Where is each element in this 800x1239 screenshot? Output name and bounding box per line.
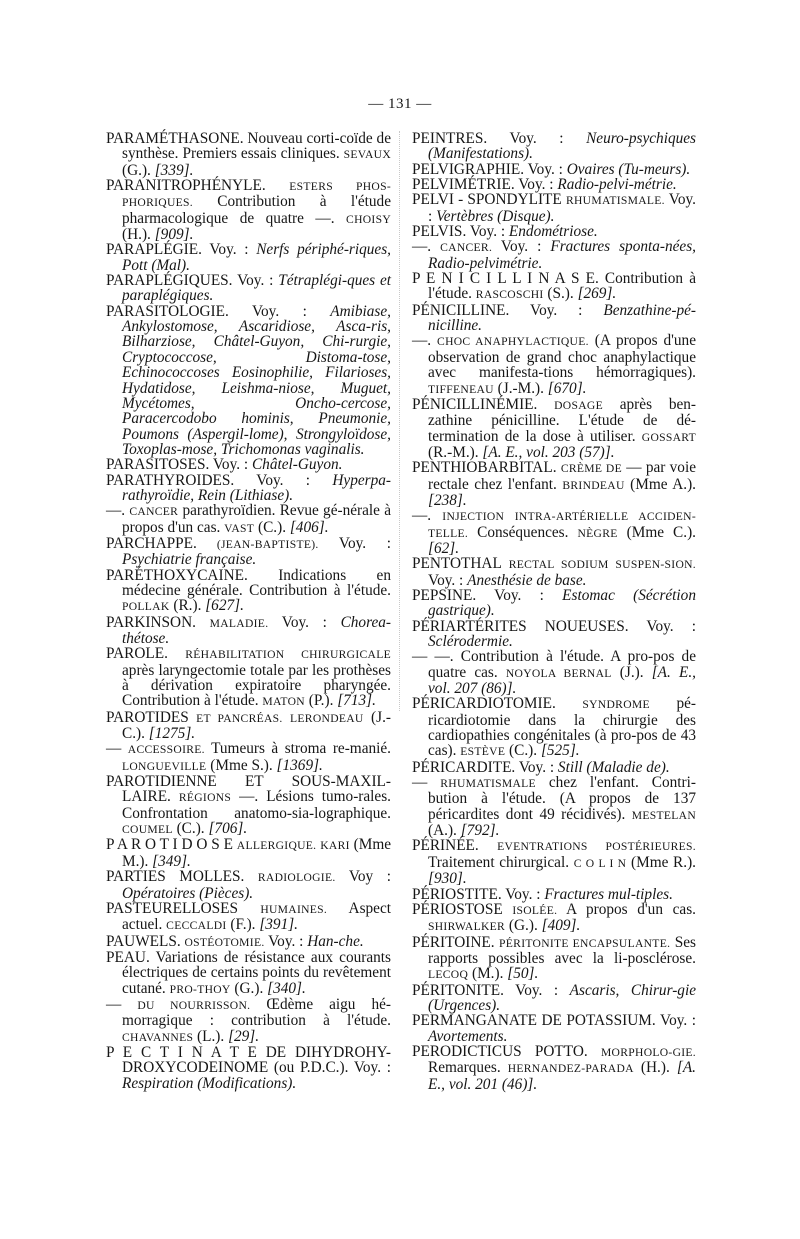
entry-heading: PELVIGRAPHIE. <box>412 160 525 178</box>
entry-reference: Fractures sponta-nées, Radio-pelvimétrie. <box>428 238 696 272</box>
index-entry <box>412 460 696 508</box>
entry-reference: [238]. <box>428 491 467 509</box>
entry-text: Conséquences. <box>468 523 578 541</box>
entry-text: — <box>106 740 128 758</box>
entry-reference: [706]. <box>208 820 248 838</box>
entry-subheading: CANCER <box>129 505 179 519</box>
entry-heading: PEINTRES. <box>412 130 488 147</box>
entry-text: Œdème aigu hé-morragique : contribution à l'étude. <box>122 995 392 1030</box>
entry-subheading: HUMAINES. <box>260 902 328 916</box>
entry-text: (F.). <box>226 916 260 934</box>
entry-text: Voy. : <box>524 160 567 178</box>
entry-text: (P.). <box>304 692 338 710</box>
index-entry <box>106 473 391 504</box>
entry-subheading: ET PANCRÉAS. <box>196 711 283 725</box>
entry-reference: [406]. <box>289 518 329 536</box>
entry-author: NÈGRE <box>577 526 618 540</box>
index-entry <box>412 224 696 239</box>
index-entry <box>412 271 696 303</box>
entry-heading: PAROTIDES <box>106 708 189 726</box>
entry-text: Tumeurs à stroma re-manié. <box>204 740 391 758</box>
entry-text: (S.). <box>543 285 578 303</box>
entry-subheading: ISOLÉE. <box>512 903 558 917</box>
entry-reference: [269]. <box>577 285 617 303</box>
entry-text: pé-ricardiotomie dans la chirurgie des cardiopathies congénitales (à pro-pos de 43 cas). <box>428 695 696 760</box>
entry-text: Voy. : <box>209 456 252 474</box>
entry-reference: [409]. <box>541 917 581 935</box>
index-entry <box>106 710 391 742</box>
index-entry <box>412 649 696 696</box>
entry-text <box>537 396 554 413</box>
entry-reference: Tétraplégi-ques et paraplégiques. <box>122 272 391 305</box>
entry-heading: PARAMÉTHASONE. <box>106 130 244 147</box>
entry-heading: PARAPLÉGIE. <box>106 241 202 259</box>
entry-reference: [525]. <box>540 742 580 760</box>
entry-heading: PAUWELS. <box>106 932 181 950</box>
entry-text: (J.-M.). <box>493 379 548 397</box>
index-entry <box>412 239 696 271</box>
entry-text: Voy. : <box>509 301 604 319</box>
entry-subheading: SYNDROME <box>582 698 650 712</box>
entry-author: GOSSART <box>641 430 696 444</box>
entry-subheading: DU NOURRISSON. <box>137 998 251 1012</box>
entry-text <box>196 614 210 631</box>
entry-subheading: ALLERGIQUE. <box>236 839 317 853</box>
entry-author: HERNANDEZ-PARADA <box>507 1062 634 1076</box>
entry-text <box>503 901 513 918</box>
index-entry <box>106 131 391 178</box>
entry-reference: Ovaires (Tu-meurs). <box>566 160 691 178</box>
entry-reference: Anesthésie de base. <box>467 571 587 589</box>
entry-text: Voy. : <box>232 272 279 290</box>
index-entry <box>412 1044 696 1092</box>
entry-text: Voy. : <box>476 586 563 604</box>
entry-reference: [340]. <box>267 979 306 997</box>
entry-author: MATON <box>262 695 305 709</box>
index-entry <box>106 934 391 950</box>
entry-text: Aspect actuel. <box>122 899 391 934</box>
entry-text: (Mme M.). <box>122 836 392 870</box>
entry-text: Voy. : <box>503 981 570 999</box>
entry-subheading: RHUMATISMALE. <box>565 194 665 208</box>
index-entry <box>412 162 696 177</box>
entry-author: KARI <box>320 839 350 853</box>
right-column <box>412 131 696 1092</box>
entry-author: LECOQ <box>428 968 469 982</box>
entry-author: SHIRWALKER <box>428 920 506 934</box>
index-entry <box>106 178 391 242</box>
entry-subheading: MALADIE. <box>209 616 269 630</box>
index-entry <box>106 615 391 647</box>
entry-text: Voy : <box>335 868 392 886</box>
entry-text: Remarques. <box>428 1059 508 1077</box>
entry-text: Voy. : <box>228 302 331 320</box>
entry-heading: P E C T I N A T E DE DIHYDROHY-DROXYCODEINOME <box>106 1043 391 1077</box>
entry-reference: Still (Maladie de). <box>557 758 670 776</box>
entry-heading: PARCHAPPE. <box>106 534 197 552</box>
entry-subheading: PÉRITONITE ENCAPSULANTE. <box>499 936 671 950</box>
entry-heading: PELVI - SPONDYLITE <box>412 191 562 209</box>
entry-heading: PARATHYROIDES. <box>106 471 235 489</box>
entry-reference: Radio-pelvi-métrie. <box>557 176 677 194</box>
index-entry <box>106 503 391 536</box>
entry-heading: PÉRICARDIOTOMIE. <box>412 695 556 713</box>
entry-heading: PEAU. <box>106 948 150 966</box>
entry-heading: P E N I C I L L I N A S E. <box>412 270 599 288</box>
index-entry <box>106 774 391 837</box>
entry-reference: [1369]. <box>276 756 323 774</box>
entry-text: (R.). <box>169 597 206 615</box>
entry-text: Variations de résistance aux courants électriques de certains points du revêtement cutané. <box>122 948 391 997</box>
entry-text: après ben-zathine pénicilline. L'étude de dé-termination de la dose à utiliser. <box>428 395 696 445</box>
entry-text: Voy. : <box>466 223 509 241</box>
entry-author: CHAVANNES <box>122 1030 194 1044</box>
entry-text <box>168 645 185 662</box>
entry-subheading: DOSAGE <box>554 398 603 412</box>
entry-text: Voy. : <box>318 534 391 552</box>
entry-heading: PÉNICILLINÉMIE. <box>412 395 538 413</box>
entry-author: BRINDEAU <box>562 478 625 492</box>
index-entry <box>412 887 696 902</box>
entry-text: Indications en médecine générale. Contribution à l'étude. <box>122 566 391 599</box>
entry-text: Voy. : <box>428 571 468 589</box>
entry-subheading: RÉGIONS <box>178 791 232 805</box>
entry-text: (L.). <box>193 1027 229 1045</box>
entry-text: parathyroïdien. Revue gé-nérale à propos d'un cas. <box>122 502 391 536</box>
entry-heading: PARKINSON. <box>106 613 196 631</box>
entry-reference: [1275]. <box>148 725 196 743</box>
index-entry <box>412 588 696 619</box>
entry-text: — par voie rectale chez l'enfant. <box>428 459 696 493</box>
entry-reference: Endométriose. <box>508 223 598 241</box>
entry-reference: [909]. <box>154 226 194 244</box>
entry-subheading: EVENTRATIONS POSTÉRIEURES. <box>497 840 696 854</box>
entry-text: Voy. : <box>501 885 545 903</box>
entry-reference: [62]. <box>428 539 460 557</box>
entry-text: Ses rapports possibles avec la li-posclérose. <box>428 933 696 967</box>
entry-reference: Estomac (Sécrétion gastrique). <box>428 586 696 620</box>
index-entry <box>412 131 696 162</box>
entry-author: CECCALDI <box>166 919 227 933</box>
entry-text: (A.). <box>428 822 461 840</box>
entry-reference: [391]. <box>259 916 299 934</box>
index-entry <box>106 741 391 774</box>
entry-text: (M.). <box>468 965 508 983</box>
entry-reference: [A. E., vol. 203 (57)]. <box>482 443 615 461</box>
entry-text: (J.-C.). <box>122 708 391 743</box>
entry-text: A propos d'un cas. <box>557 900 696 918</box>
entry-heading: PEPSINE. <box>412 586 477 604</box>
entry-text: — <box>412 774 441 792</box>
entry-heading: PÉRITONITE. <box>412 981 504 999</box>
entry-heading: PASTEURELLOSES <box>106 899 239 917</box>
index-entry <box>412 177 696 192</box>
entry-reference: Vertèbres (Disque). <box>436 207 555 225</box>
entry-reference: [29]. <box>228 1027 260 1045</box>
entry-heading: PENTOTHAL <box>412 555 502 573</box>
entry-heading: PARANITROPHÉNYLE. <box>106 177 266 195</box>
entry-text: — —. Contribution à l'étude. A pro-pos de quatre cas. <box>412 648 696 681</box>
entry-reference: Fractures mul-tiples. <box>544 885 673 903</box>
entry-reference: Psychiatrie française. <box>122 551 257 569</box>
entry-text: Voy. : <box>268 613 341 631</box>
entry-reference: Amibiase, Ankylostomose, Ascaridiose, Asca-ris, Bilharziose, Châtel-Guyon, Chi-rurgie, Cryptococcose, Distoma-tose, Echinococcoses Eosinophilie, Filarioses, Hydatidose, Leishma-niose, Muguet, Mycétomes, Oncho-cercose, Paracercodobo hominis, Pneumonie, Poumons (Aspergil-lome), Strongyloïdose, Toxoplas-mose, Trichomonas vaginalis. <box>122 302 391 458</box>
entry-heading: PARTIES MOLLES. <box>106 868 245 886</box>
entry-reference: Nerfs périphé-riques, Pott (Mal). <box>122 241 391 274</box>
index-entry <box>106 901 391 934</box>
entry-author: VAST <box>224 521 255 535</box>
index-entry <box>412 775 696 838</box>
entry-reference: [A. E., vol. 207 (86)]. <box>428 663 696 698</box>
entry-reference: [792]. <box>460 822 500 840</box>
entry-author: MESTELAN <box>631 808 696 822</box>
entry-text: Voy. : <box>264 932 308 950</box>
entry-text: Contribution à l'étude pharmacologique de quatre —. <box>122 193 391 227</box>
entry-text: —. <box>106 502 130 520</box>
entry-heading: P A R O T I D O S E <box>106 836 233 854</box>
entry-heading: PÉRIOSTOSE <box>412 900 503 918</box>
entry-text: après laryngectomie totale par les prothèses à dérivation expiratoire pharyngée. Contribution à l'étude. <box>122 661 391 710</box>
index-entry <box>106 997 391 1045</box>
index-entry <box>106 457 391 472</box>
entry-text: (C.). <box>254 518 290 536</box>
index-entry <box>106 568 391 615</box>
entry-reference: [670]. <box>547 379 587 397</box>
entry-heading: PÉRINÉE. <box>412 837 479 855</box>
entry-subheading: CHOC ANAPHYLACTIQUE. <box>437 335 589 349</box>
entry-reference: Chorea-thétose. <box>122 613 391 647</box>
index-entry <box>412 333 696 396</box>
entry-heading: PÉRIOSTITE. <box>412 885 502 903</box>
entry-author: NOYOLA BERNAL <box>505 666 612 680</box>
entry-text: (H.). <box>122 226 155 244</box>
entry-text: Voy. : <box>492 238 551 256</box>
entry-subheading: ACCESSOIRE. <box>127 743 205 757</box>
entry-text: Contribution à l'étude. <box>428 270 696 303</box>
entry-text: (Mme C.). <box>617 523 697 541</box>
entry-reference: [349]. <box>152 852 191 870</box>
entry-reference: [930]. <box>428 870 467 888</box>
index-entry <box>106 837 391 869</box>
entry-text: —. <box>412 507 443 525</box>
entry-author: POLLAK <box>122 600 170 614</box>
entry-text: Voy. : <box>655 1012 696 1030</box>
entry-text: Voy. : <box>628 617 697 635</box>
entry-reference: Hyperpa-rathyroïdie, Rein (Lithiase). <box>122 471 391 504</box>
index-entry <box>412 303 696 334</box>
entry-author: C O L I N <box>573 856 627 870</box>
entry-reference: Opératoires (Pièces). <box>122 884 254 902</box>
entry-text: Traitement chirurgical. <box>428 853 574 871</box>
entry-reference: [713]. <box>337 692 376 710</box>
index-entry <box>106 273 391 304</box>
entry-author: TIFFENEAU <box>428 382 494 396</box>
entry-heading: PARASITOLOGIE. <box>106 302 229 320</box>
entry-author: PRO-THOY <box>169 982 231 996</box>
index-entry <box>106 869 391 901</box>
entry-heading: PARAPLÉGIQUES. <box>106 272 233 290</box>
entry-heading: PERODICTICUS POTTO. <box>412 1042 588 1060</box>
entry-text: Voy. : <box>234 471 333 489</box>
entry-author: CHOISY <box>346 212 391 226</box>
index-entry <box>412 397 696 460</box>
entry-text: Nouveau corti-coïde de synthèse. Premiers essais cliniques. <box>122 130 391 163</box>
entry-heading: PÉNICILLINE. <box>412 301 510 319</box>
entry-author: COUMEL <box>122 823 173 837</box>
entry-author: LONGUEVILLE <box>122 759 207 773</box>
entry-heading: PÉRICARDITE. <box>412 758 516 776</box>
entry-subheading: RHUMATISMALE <box>440 777 536 791</box>
entry-text <box>244 868 258 885</box>
entry-author: RASCOSCHI <box>475 288 544 302</box>
entry-text: (C.). <box>505 742 541 760</box>
entry-text: (Mme S.). <box>206 756 277 774</box>
entry-subheading: ESTERS PHOS-PHORIQUES. <box>122 180 391 210</box>
entry-subheading: MORPHOLO-GIE. <box>600 1045 696 1059</box>
entry-reference: Ascaris, Chirur-gie (Urgences). <box>428 981 696 1014</box>
entry-subheading: INJECTION INTRA-ARTÉRIELLE ACCIDEN-TELLE. <box>428 510 696 540</box>
entry-text: (G.). <box>505 917 542 935</box>
entry-reference: Han-che. <box>307 932 364 950</box>
entry-text <box>283 709 290 726</box>
index-entry <box>412 902 696 935</box>
entry-heading: PÉRIARTÉRITES NOUEUSES. <box>412 617 629 635</box>
entry-reference: Respiration (Modifications). <box>122 1074 297 1092</box>
entry-text <box>171 788 179 805</box>
entry-heading: PERMANGANATE DE POTASSIUM. <box>412 1012 656 1030</box>
index-entry <box>106 646 391 709</box>
index-entry <box>412 619 696 650</box>
entry-text <box>588 1043 601 1060</box>
index-entry <box>412 838 696 886</box>
entry-text <box>266 177 290 194</box>
entry-text: Voy. : <box>515 758 558 776</box>
entry-heading: PELVIMÉTRIE. <box>412 176 515 194</box>
index-entry <box>106 1045 391 1091</box>
entry-reference: Avortements. <box>428 1027 508 1045</box>
entry-text: (G.). <box>122 161 155 179</box>
entry-text: (G.). <box>230 979 268 997</box>
entry-text: chez l'enfant. Contri-bution à l'étude. (A propos de 137 péricardites dont 49 récidivés). <box>428 774 696 823</box>
entry-text: (ou P.D.C.). Voy. : <box>268 1059 391 1077</box>
entry-author: ESTÈVE <box>460 745 506 759</box>
entry-text: Voy. : <box>428 191 696 225</box>
index-entry <box>412 192 696 224</box>
entry-subheading: CRÈME DE <box>560 462 622 476</box>
entry-text: (A propos d'une observation de grand choc anaphylactique avec manifesta-tions hémorragiques). <box>428 332 696 382</box>
entry-heading: PAROLE. <box>106 645 168 663</box>
index-entry <box>106 536 391 568</box>
entry-subheading: RÉHABILITATION CHIRURGICALE <box>185 648 391 662</box>
index-entry <box>412 760 696 775</box>
index-entry <box>412 696 696 759</box>
entry-subheading: RADIOLOGIE. <box>257 871 336 885</box>
entry-heading: PARÉTHOXYCAINE. <box>106 566 248 584</box>
entry-author: SEVAUX <box>343 148 391 162</box>
entry-reference: Sclérodermie. <box>428 633 513 650</box>
entry-heading: PENTHIOBARBITAL. <box>412 459 557 477</box>
entry-author: LERONDEAU <box>290 711 364 725</box>
entry-text <box>556 695 583 712</box>
index-entry <box>106 950 391 997</box>
entry-subheading: OSTÉOTOMIE. <box>184 935 265 949</box>
entry-subheading: CANCER. <box>440 241 493 255</box>
entry-text: (H.). <box>633 1059 677 1077</box>
entry-text: (Mme R.). <box>626 853 696 871</box>
entry-heading: PAROTIDIENNE ET SOUS-MAXIL-LAIRE. <box>106 773 391 806</box>
entry-text: (R.-M.). <box>428 443 483 461</box>
entry-text <box>479 837 497 854</box>
entry-subheading: (JEAN-BAPTISTE). <box>196 537 319 551</box>
index-entry <box>106 304 391 457</box>
entry-text: (Mme A.). <box>624 475 696 493</box>
entry-heading: PÉRITOINE. <box>412 933 495 951</box>
page-number: — 131 — <box>368 96 432 112</box>
entry-text: —. Lésions tumo-rales. Confrontation anatomo-sia-lographique. <box>122 788 392 822</box>
entry-reference: [627]. <box>205 597 244 615</box>
entry-heading: PELVIS. <box>412 223 467 241</box>
entry-text: Voy. : <box>201 241 257 259</box>
entry-text <box>238 900 260 917</box>
entry-heading: PARASITOSES. <box>106 456 210 474</box>
entry-reference: Châtel-Guyon. <box>251 456 343 474</box>
entry-text: —. <box>412 238 441 256</box>
index-entry <box>412 1013 696 1044</box>
entry-text: Voy. : <box>487 130 587 147</box>
index-entry <box>412 556 696 588</box>
entry-text: Voy. : <box>514 176 558 194</box>
entry-text: (C.). <box>172 820 209 838</box>
entry-text: — <box>106 995 138 1013</box>
entry-text <box>501 555 508 572</box>
column-divider <box>399 131 400 711</box>
entry-reference: [A. E., vol. 201 (46)]. <box>428 1059 696 1093</box>
entry-text: (J.). <box>611 663 652 681</box>
entry-text: —. <box>412 332 438 350</box>
index-entry <box>412 508 696 556</box>
index-entry <box>412 935 696 983</box>
index-entry <box>412 983 696 1014</box>
entry-reference: Neuro-psychiques (Manifestations). <box>428 130 696 163</box>
entry-reference: [339]. <box>154 161 194 179</box>
left-column <box>106 131 391 1091</box>
index-entry <box>106 242 391 273</box>
entry-reference: [50]. <box>507 965 539 983</box>
entry-reference: Benzathine-pé-nicilline. <box>428 301 696 335</box>
entry-subheading: RECTAL SODIUM SUSPEN-SION. <box>508 558 697 572</box>
